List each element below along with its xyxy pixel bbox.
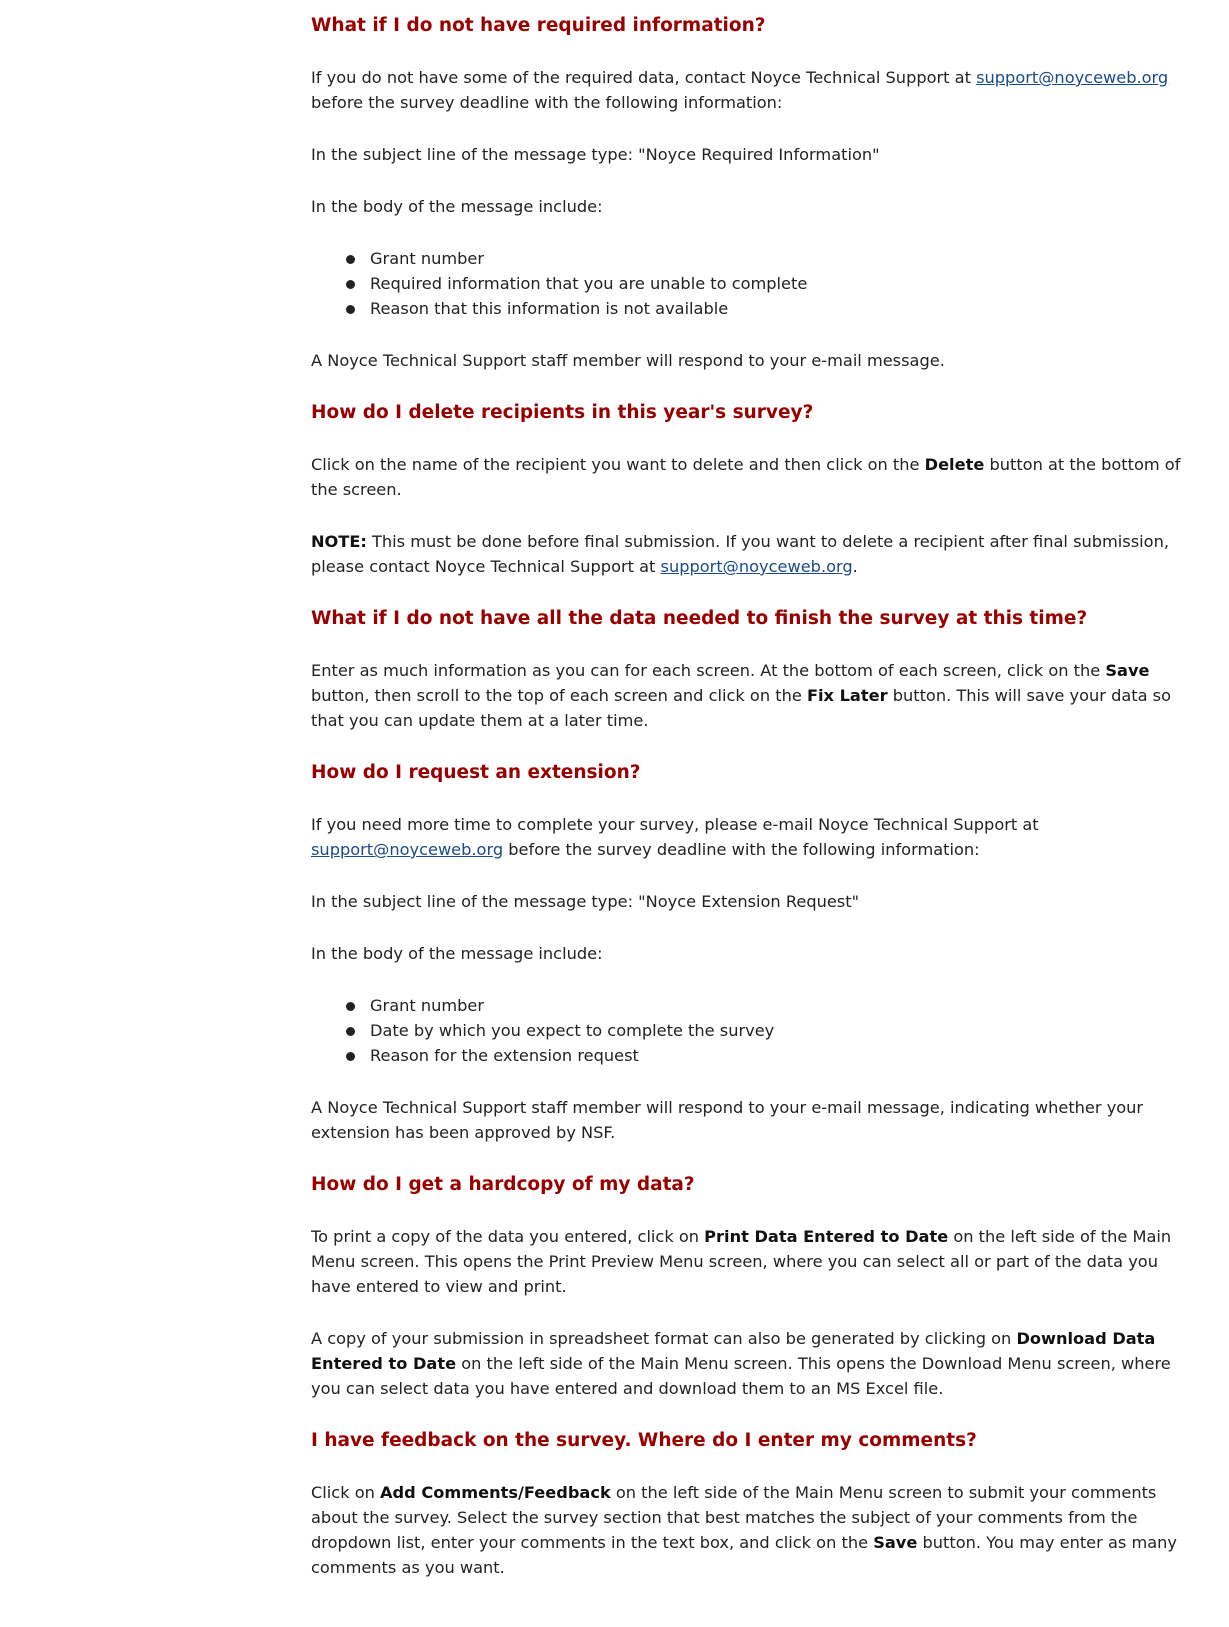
text: on the left side of the Main Menu screen to submit your comments about the survey. Select the survey section that best matches the subject of your comments from the dropdown list, enter your comments in the text box, and click on the [311, 1483, 1157, 1552]
heading-extension: How do I request an extension? [311, 762, 641, 783]
list-item-text: Grant number [370, 249, 485, 268]
text: before the survey deadline with the following information: [311, 93, 783, 112]
save-button-label: Save [1105, 661, 1150, 680]
paragraph-delete-note [311, 529, 1191, 579]
bullet-icon [346, 1052, 355, 1061]
list-item-text: Reason for the extension request [370, 1046, 639, 1065]
list-item-text: Required information that you are unable to complete [370, 274, 808, 293]
save-button-label: Save [873, 1533, 918, 1552]
section-required-info [311, 13, 1191, 373]
extension-bullet-list [311, 993, 1191, 1068]
bullet-icon [346, 305, 355, 314]
text: This must be done before final submission. If you want to delete a recipient after final submission, please contact Noyce Technical Support at [311, 532, 1169, 576]
text: button, then scroll to the top of each screen and click on the [311, 686, 807, 705]
support-email-link[interactable]: support@noyceweb.org [660, 557, 853, 576]
heading-not-all-data: What if I do not have all the data needed to finish the survey at this time? [311, 608, 1088, 629]
text: If you do not have some of the required data, contact Noyce Technical Support at [311, 68, 977, 87]
text: button. This will save your data so that you can update them at a later time. [311, 686, 1172, 730]
text: button at the bottom of the screen. [311, 455, 1181, 499]
paragraph-delete-instructions [311, 452, 1191, 502]
section-not-all-data [311, 606, 1191, 733]
text: . [852, 557, 858, 576]
section-delete-recipients [311, 400, 1191, 579]
text: before the survey deadline with the following information: [503, 840, 980, 859]
paragraph-extension-intro [311, 812, 1191, 862]
fix-later-button-label: Fix Later [806, 686, 888, 705]
bullet-icon [346, 1027, 355, 1036]
print-data-label: Print Data Entered to Date [704, 1227, 949, 1246]
download-data-label: Download Data Entered to Date [311, 1329, 1156, 1373]
paragraph-required-info-intro [311, 65, 1191, 115]
text: Click on the name of the recipient you want to delete and then click on the [311, 455, 925, 474]
list-item [370, 1018, 1191, 1043]
paragraph-not-all-data [311, 658, 1191, 733]
paragraph-body-intro: In the body of the message include: [311, 197, 603, 216]
paragraph-download-data [311, 1326, 1191, 1401]
add-comments-label: Add Comments/Feedback [380, 1483, 611, 1502]
support-email-link[interactable]: support@noyceweb.org [976, 68, 1169, 87]
paragraph-required-info-closing: A Noyce Technical Support staff member will respond to your e-mail message. [311, 351, 945, 370]
paragraph-extension-closing: A Noyce Technical Support staff member will respond to your e-mail message, indicating whether your extension has been approved by NSF. [311, 1098, 1144, 1142]
faq-content [311, 13, 1191, 1607]
text: If you need more time to complete your survey, please e-mail Noyce Technical Support at [311, 815, 1039, 834]
section-hardcopy [311, 1172, 1191, 1401]
required-info-bullet-list [311, 246, 1191, 321]
text: To print a copy of the data you entered, click on [311, 1227, 705, 1246]
text: on the left side of the Main Menu screen. This opens the Print Preview Menu screen, where you can select all or part of the data you have entered to view and print. [311, 1227, 1172, 1296]
section-extension [311, 760, 1191, 1145]
list-item [370, 993, 1191, 1018]
text: Enter as much information as you can for each screen. At the bottom of each screen, click on the [311, 661, 1106, 680]
heading-hardcopy: How do I get a hardcopy of my data? [311, 1174, 695, 1195]
note-label: NOTE: [311, 532, 367, 551]
text: on the left side of the Main Menu screen. This opens the Download Menu screen, where you can select data you have entered and download them to an MS Excel file. [311, 1354, 1171, 1398]
text: button. You may enter as many comments as you want. [311, 1533, 1177, 1577]
paragraph-body-intro: In the body of the message include: [311, 944, 603, 963]
heading-required-info: What if I do not have required information? [311, 15, 766, 36]
list-item [370, 296, 1191, 321]
heading-feedback: I have feedback on the survey. Where do I enter my comments? [311, 1430, 977, 1451]
paragraph-subject-line: In the subject line of the message type: "Noyce Required Information" [311, 145, 880, 164]
paragraph-subject-line: In the subject line of the message type: "Noyce Extension Request" [311, 892, 860, 911]
list-item [370, 246, 1191, 271]
section-feedback [311, 1428, 1191, 1580]
delete-button-label: Delete [924, 455, 985, 474]
text: A copy of your submission in spreadsheet format can also be generated by clicking on [311, 1329, 1017, 1348]
list-item-text: Grant number [370, 996, 485, 1015]
paragraph-print-data [311, 1224, 1191, 1299]
support-email-link[interactable]: support@noyceweb.org [311, 840, 504, 859]
text: Click on [311, 1483, 381, 1502]
list-item [370, 1043, 1191, 1068]
list-item-text: Date by which you expect to complete the survey [370, 1021, 775, 1040]
list-item [370, 271, 1191, 296]
paragraph-feedback [311, 1480, 1191, 1580]
list-item-text: Reason that this information is not available [370, 299, 729, 318]
heading-delete-recipients: How do I delete recipients in this year's survey? [311, 402, 814, 423]
bullet-icon [346, 1002, 355, 1011]
bullet-icon [346, 280, 355, 289]
bullet-icon [346, 255, 355, 264]
